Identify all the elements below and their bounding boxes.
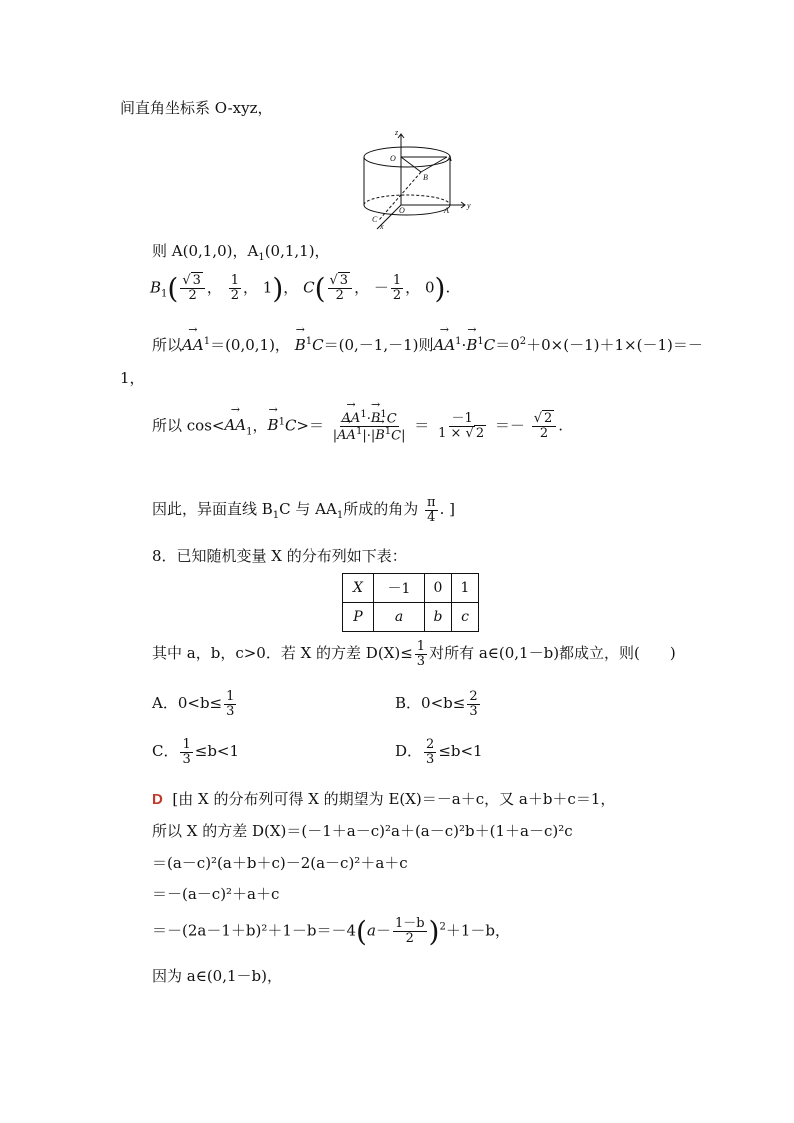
question-condition: 其中 a，b，c>0．若 X 的方差 D(X)≤ $\frac{1}{3}$ 对所有 a∈(0,1－b)都成立，则( ) <box>152 639 676 669</box>
table-cell: c <box>452 603 479 632</box>
answer-letter: D <box>152 791 163 808</box>
table-row <box>343 574 479 603</box>
label-z: z <box>395 128 399 137</box>
label-o: O <box>399 206 405 215</box>
table-cell: 1 <box>452 574 479 603</box>
intro-line: 间直角坐标系 O-xyz， <box>120 99 273 117</box>
points-a-a1: 则 A(0,1,0)，$A_1(0,1,1)$， <box>152 242 330 263</box>
table-cell: P <box>343 603 374 632</box>
points-b1-c: $B_1$( $\frac{√ 3}{2}$ ， $\frac{1}{2}$ ， 1)， C( $\frac{√ 3}{2}$ ， － $\frac{1}{2}$ ， 0). <box>150 272 451 305</box>
distribution-table <box>342 573 479 632</box>
label-y: y <box>467 201 471 210</box>
label-a1: A <box>447 154 452 163</box>
label-x: x <box>380 222 384 231</box>
solution-line-2: 所以 X 的方差 D(X)＝(－1＋a－c)²a＋(a－c)²b＋(1＋a－c)²c <box>152 822 573 840</box>
table-cell: b <box>425 603 452 632</box>
question-stem: 8．已知随机变量 X 的分布列如下表： <box>152 547 407 565</box>
option-c[interactable]: C． $\frac{1}{3}$ ≤b<1 <box>152 737 240 767</box>
vector-line: 所以→ $AA^1=(0,0,1)$， → $B^1C=(0,-1,-1)$则→ $AA^1\cdot\to B^1C=0^2+0\times(-1)+1\times(-1)=-$ <box>152 334 703 355</box>
cylinder-figure <box>355 125 475 235</box>
option-d[interactable]: D． $\frac{2}{3}$ ≤b<1 <box>395 737 483 767</box>
option-a[interactable]: A．0<b≤ $\frac{1}{3}$ <box>152 689 235 719</box>
label-a: A <box>444 206 449 215</box>
solution-line-4: ＝－(a－c)²＋a＋c <box>152 885 280 903</box>
vector-line-wrap: 1， <box>120 369 145 387</box>
label-c: C <box>372 215 378 224</box>
solution-line-6: 因为 a∈(0,1－b)， <box>152 967 282 985</box>
label-o1: O <box>390 154 396 163</box>
conclusion-line: 因此，异面直线 $B_1C$ 与 $AA_1$所成的角为 $\frac{\pi}{4}$ . ] <box>152 495 455 525</box>
solution-line-1: D [由 X 的分布列可得 X 的期望为 E(X)＝－a＋c，又 a＋b＋c＝1， <box>152 790 616 808</box>
table-row <box>343 603 479 632</box>
table-cell: 0 <box>425 574 452 603</box>
table-cell: －1 <box>374 574 425 603</box>
solution-line-3: ＝(a－c)²(a＋b＋c)－2(a－c)²＋a＋c <box>152 854 408 872</box>
bottom-ellipse-front <box>364 205 450 215</box>
table-cell: a <box>374 603 425 632</box>
cos-line: 所以 $\cos<\to AA_1$，→ $B^1C>=$ → $\frac{AA^1\cdot\to B^1C}{|\to AA^1|\cdot|\to B^1C|}$ ＝ $\frac{-1}{1 \times √ 2}$ ＝－ $\frac{√ 2}{2}$ . <box>152 410 563 443</box>
table-cell: X <box>343 574 374 603</box>
o1-b1-segment <box>401 157 421 172</box>
b1-a1-segment <box>421 157 447 172</box>
option-b[interactable]: B．0<b≤ $\frac{2}{3}$ <box>395 689 478 719</box>
label-b1: B <box>423 173 428 182</box>
bottom-ellipse-back <box>364 195 450 205</box>
solution-line-5: ＝－(2a－1＋b)²＋1－b＝－4(a－ $\frac{1-b}{2}$ )$^2$＋1－b， <box>152 915 511 948</box>
